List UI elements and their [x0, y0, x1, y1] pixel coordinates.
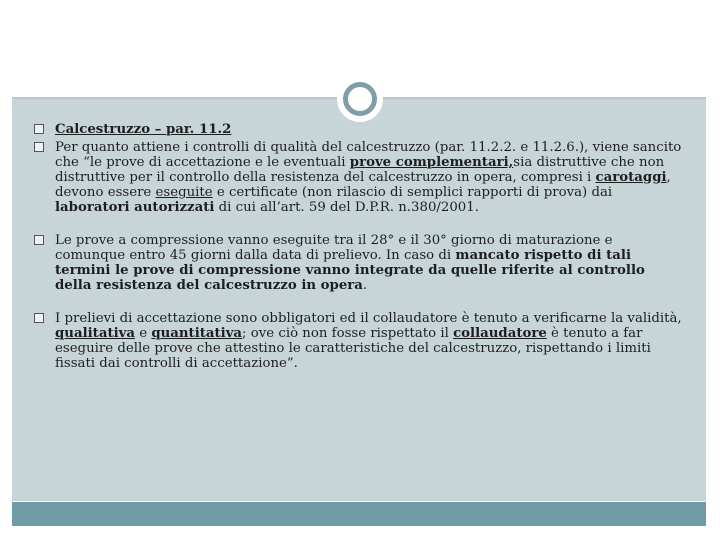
square-bullet-icon: [34, 124, 44, 134]
text-run: e: [134, 326, 152, 341]
text-run: è tenuto a far eseguire delle prove che attestino le caratteristiche del calcestruzzo, rispettando i limiti fissati dai controlli di accettazione”.: [55, 326, 651, 371]
bullet-list: [34, 122, 684, 371]
bullet-item-3: [34, 233, 684, 293]
emphasis-run: qualitativa: [55, 326, 135, 341]
bullet-item-2: [34, 140, 684, 215]
text-run: di cui all’art. 59 del D.P.R. n.380/2001.: [214, 200, 479, 215]
text-run: I prelievi di accettazione sono obbligatori ed il collaudatore è tenuto a verificarne la validità,: [55, 311, 682, 326]
emphasis-run: carotaggi: [595, 170, 667, 185]
text-run: sia distruttive che non distruttive per il controllo della resistenza del calcestruzzo in opera, compresi i: [55, 155, 665, 185]
bullet-item-1: [34, 122, 684, 137]
underlined-run: eseguite: [155, 185, 213, 200]
square-bullet-icon: [34, 235, 44, 245]
bold-run: mancato rispetto di tali termini le prove di compressione vanno integrate da quelle riferite al controllo della resistenza del calcestruzzo in opera: [55, 248, 645, 293]
bullet-item-4: [34, 311, 684, 371]
text-run: .: [362, 278, 368, 293]
bullet-heading: Calcestruzzo – par. 11.2: [55, 122, 232, 137]
text-run: e certificate (non rilascio di semplici rapporti di prova) dai: [212, 185, 613, 200]
footer-bar: [12, 502, 706, 526]
text-run: ; ove ciò non fosse rispettato il: [242, 326, 454, 341]
square-bullet-icon: [34, 313, 44, 323]
bold-run: laboratori autorizzati: [55, 200, 215, 215]
emphasis-run: prove complementari,: [349, 155, 514, 170]
emphasis-run: quantitativa: [151, 326, 243, 341]
text-run: Le prove a compressione vanno eseguite tra il 28° e il 30° giorno di maturazione e comunque entro 45 giorni dalla data di prelievo. In caso di: [55, 233, 613, 263]
ornament-circle-icon: [337, 76, 383, 122]
text-run: , devono essere: [55, 170, 671, 200]
square-bullet-icon: [34, 142, 44, 152]
text-run: Per quanto attiene i controlli di qualità del calcestruzzo (par. 11.2.2. e 11.2.6.), viene sancito che “le prove di accettazione e le eventuali: [55, 140, 682, 170]
emphasis-run: collaudatore: [453, 326, 547, 341]
